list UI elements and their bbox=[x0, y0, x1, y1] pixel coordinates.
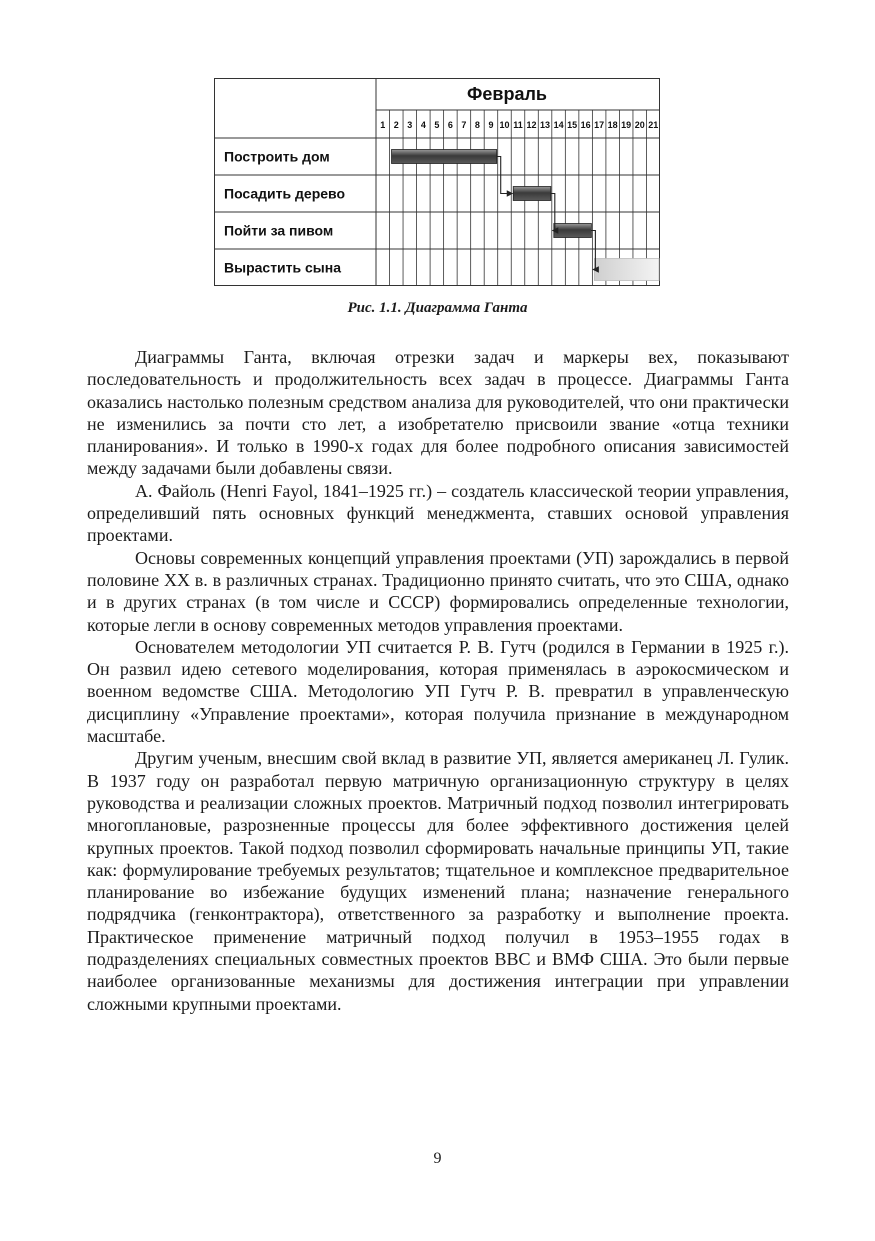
day-label: 12 bbox=[526, 120, 537, 130]
task-bar bbox=[392, 150, 497, 164]
day-label: 5 bbox=[434, 120, 440, 130]
day-label: 9 bbox=[488, 120, 494, 130]
paragraph: Другим ученым, внесшим свой вклад в развитие УП, является американец Л. Гулик. В 1937 году он разработал первую матричную организационную структуру в целях руководства и реализации сложных проектов. Матричный подход позволил интегрировать многоплановые, разрозненные процессы для более эффективного достижения целей крупных проектов. Такой подход позволил сформировать начальные принципы УП, такие как: формулирование требуемых результатов; тщательное и комплексное предварительное планирование во избежание будущих изменений плана; назначение генерального подрядчика (генконтрактора), ответственного за разработку и выполнение проекта. Практическое применение матричный подход получил в 1953–1955 годах в подразделениях специальных совместных проектов ВВС и ВМФ США. Это были первые наиболее организованные механизмы для достижения интеграции при управлении сложными крупными проектами. bbox=[87, 748, 789, 1014]
paragraph: Диаграммы Ганта, включая отрезки задач и маркеры вех, показывают последовательность и продолжительность всех задач в процессе. Диаграммы Ганта оказались настолько полезным средством анализа для руководителей, что они практически не изменились за почти сто лет, а изобретателю присвоили звание «отца техники планирования». И только в 1990-х годах для более подробного описания зависимостей между задачами были добавлены связи. bbox=[87, 347, 789, 479]
body-text bbox=[87, 346, 789, 1015]
task-label: Вырастить сына bbox=[224, 259, 341, 276]
task-label: Пойти за пивом bbox=[224, 222, 334, 239]
task-label: Построить дом bbox=[224, 148, 330, 165]
day-label: 13 bbox=[540, 120, 551, 130]
day-label: 2 bbox=[393, 120, 399, 130]
gantt-chart bbox=[214, 78, 660, 286]
month-header: Февраль bbox=[467, 84, 547, 104]
figure-caption: Рис. 1.1. Диаграмма Ганта bbox=[347, 300, 528, 316]
day-label: 3 bbox=[407, 120, 413, 130]
day-label: 4 bbox=[420, 120, 426, 130]
paragraph: А. Файоль (Henri Fayol, 1841–1925 гг.) – создатель классической теории управления, определивший пять основных функций менеджмента, ставших основой управления проектами. bbox=[87, 480, 789, 546]
paragraph: Основы современных концепций управления проектами (УП) зарождались в первой половине XX в. в различных странах. Традиционно принято считать, что это США, однако и в других странах (в том числе и СССР) формировались определенные технологии, которые легли в основу современных методов управления проектами. bbox=[87, 547, 789, 635]
day-label: 19 bbox=[621, 120, 632, 130]
day-label: 11 bbox=[513, 120, 523, 130]
day-label: 1 bbox=[380, 120, 386, 130]
day-label: 17 bbox=[594, 120, 605, 130]
task-bar bbox=[594, 259, 659, 281]
day-label: 18 bbox=[607, 120, 618, 130]
day-label: 15 bbox=[567, 120, 578, 130]
day-label: 8 bbox=[474, 120, 480, 130]
task-bar bbox=[513, 187, 551, 201]
day-label: 6 bbox=[447, 120, 453, 130]
day-label: 20 bbox=[634, 120, 645, 130]
day-label: 16 bbox=[580, 120, 591, 130]
page-number: 9 bbox=[433, 1150, 442, 1167]
paragraph: Основателем методологии УП считается Р. В. Гутч (родился в Германии в 1925 г.). Он развил идею сетевого моделирования, которая применялась в аэрокосмическом и военном ведомстве США. Методологию УП Гутч Р. В. превратил в управленческую дисциплину «Управление проектами», которая получила признание в международном масштабе. bbox=[87, 636, 789, 747]
task-label: Посадить дерево bbox=[224, 185, 346, 202]
day-label: 14 bbox=[553, 120, 564, 130]
day-label: 10 bbox=[499, 120, 510, 130]
day-label: 7 bbox=[461, 120, 467, 130]
day-label: 21 bbox=[648, 120, 659, 130]
task-bar bbox=[554, 224, 592, 238]
